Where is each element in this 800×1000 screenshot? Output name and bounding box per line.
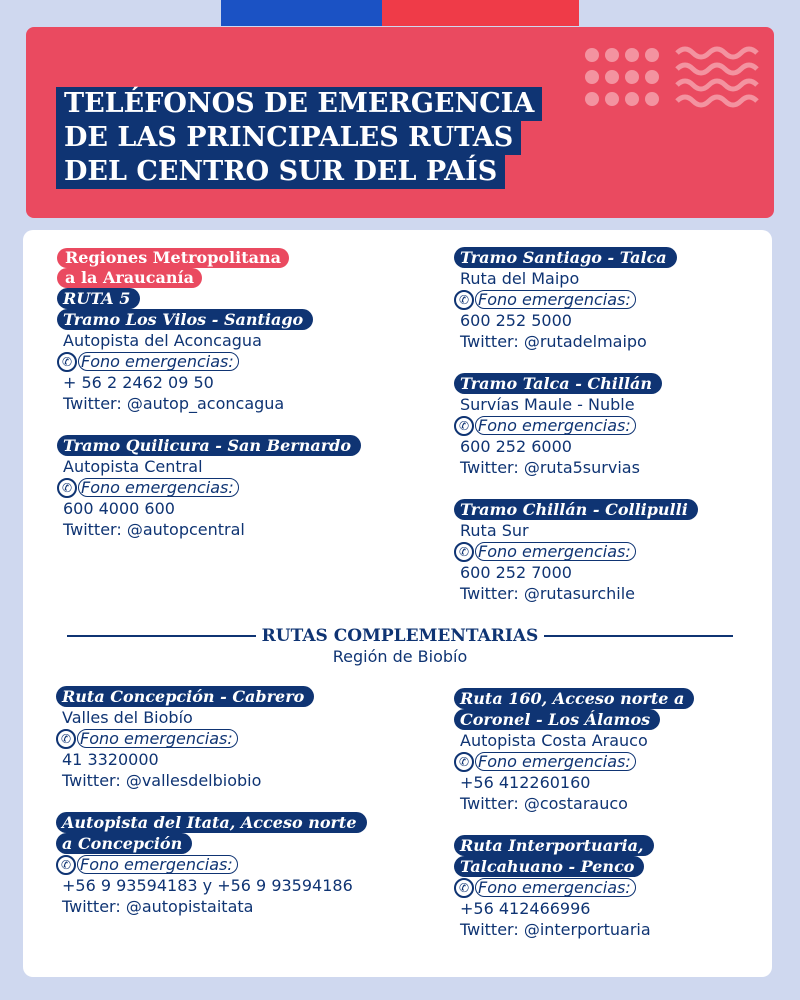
phone-icon: ✆ [454,416,474,436]
region-label-line-1: Regiones Metropolitana [57,248,289,268]
route-twitter: Twitter: @rutadelmaipo [460,332,647,351]
section-title: RUTAS COMPLEMENTARIAS [261,626,539,646]
fono-row [57,477,361,498]
fono-label: Fono emergencias: [475,878,636,897]
route-tramo-line-1: Autopista del Itata, Acceso norte [56,812,367,833]
route-tramo: Tramo Los Vilos - Santiago [57,309,313,330]
fono-row [57,351,361,372]
route-entry [56,686,367,791]
fono-label: Fono emergencias: [475,542,636,561]
phone-icon: ✆ [56,729,76,749]
route-operator: Ruta del Maipo [460,269,580,288]
route-twitter: Twitter: @costarauco [460,794,628,813]
fono-row [454,415,698,436]
fono-label: Fono emergencias: [475,752,636,771]
route-operator: Autopista del Aconcagua [63,331,262,350]
title-line-2: DE LAS PRINCIPALES RUTAS [56,121,521,155]
route-phone: 600 252 5000 [460,311,572,330]
title-line-3: DEL CENTRO SUR DEL PAÍS [56,155,505,189]
route-phone: 600 4000 600 [63,499,175,518]
route-operator: Survías Maule - Nuble [460,395,635,414]
route-tramo-line-1: Ruta Interportuaria, [454,835,654,856]
fono-row [454,541,698,562]
route-operator: Valles del Biobío [62,708,193,727]
fono-label: Fono emergencias: [78,478,239,497]
fono-row [454,877,694,898]
decorative-pattern-icon [582,43,762,113]
route-entry [454,499,698,604]
fono-row [454,289,698,310]
route-entry [57,435,361,540]
fono-label: Fono emergencias: [475,290,636,309]
route-tramo: Tramo Quilicura - San Bernardo [57,435,361,456]
section-header-complementarias [67,626,733,668]
fono-label: Fono emergencias: [77,855,238,874]
phone-icon: ✆ [454,290,474,310]
ruta-label: RUTA 5 [57,288,140,309]
route-phone: + 56 2 2462 09 50 [63,373,214,392]
route-phone: +56 412260160 [460,773,591,792]
route-operator: Ruta Sur [460,521,529,540]
phone-icon: ✆ [454,542,474,562]
route-tramo-line-1: Ruta 160, Acceso norte a [454,688,694,709]
route-tramo: Tramo Santiago - Talca [454,247,677,268]
route-tramo: Tramo Talca - Chillán [454,373,662,394]
comp-right-column [454,688,694,961]
phone-icon: ✆ [56,855,76,875]
flag-stripe-red [382,0,579,26]
route-twitter: Twitter: @interportuaria [460,920,651,939]
fono-label: Fono emergencias: [77,729,238,748]
route-twitter: Twitter: @autop_aconcagua [63,394,285,413]
section-subtitle: Región de Biobío [332,647,468,666]
title-line-1: TELÉFONOS DE EMERGENCIA [56,87,542,121]
route-operator: Autopista Costa Arauco [460,731,648,750]
route-twitter: Twitter: @autopistaitata [62,897,254,916]
fono-row [56,728,367,749]
route-phone: 600 252 7000 [460,563,572,582]
route-phone: 41 3320000 [62,750,159,769]
page-title [56,87,542,189]
route-tramo-line-2: a Concepción [56,833,192,854]
route-entry [56,812,367,917]
phone-icon: ✆ [57,478,77,498]
route-twitter: Twitter: @vallesdelbiobio [62,771,262,790]
route-operator: Autopista Central [63,457,203,476]
route-entry [454,373,698,478]
flag-stripe-blue [221,0,382,26]
divider-rule-left [67,635,256,637]
route-tramo: Ruta Concepción - Cabrero [56,686,314,707]
region-label-line-2: a la Araucanía [57,268,202,288]
route-entry [454,835,694,940]
route-entry [454,247,698,352]
left-column [57,248,361,561]
phone-icon: ✆ [454,878,474,898]
route-entry [57,309,361,414]
fono-row [454,751,694,772]
route-phone: +56 412466996 [460,899,591,918]
route-twitter: Twitter: @ruta5survias [460,458,640,477]
route-tramo-line-2: Talcahuano - Penco [454,856,644,877]
route-twitter: Twitter: @rutasurchile [460,584,635,603]
route-phone: +56 9 93594183 y +56 9 93594186 [62,876,353,895]
route-phone: 600 252 6000 [460,437,572,456]
right-column [454,247,698,625]
fono-row [56,854,367,875]
route-entry [454,688,694,814]
divider-rule-right [544,635,733,637]
route-tramo-line-2: Coronel - Los Álamos [454,709,660,730]
fono-label: Fono emergencias: [78,352,239,371]
phone-icon: ✆ [454,752,474,772]
route-tramo: Tramo Chillán - Collipulli [454,499,698,520]
header-banner [26,27,774,218]
phone-icon: ✆ [57,352,77,372]
route-twitter: Twitter: @autopcentral [63,520,245,539]
fono-label: Fono emergencias: [475,416,636,435]
comp-left-column [56,686,367,938]
